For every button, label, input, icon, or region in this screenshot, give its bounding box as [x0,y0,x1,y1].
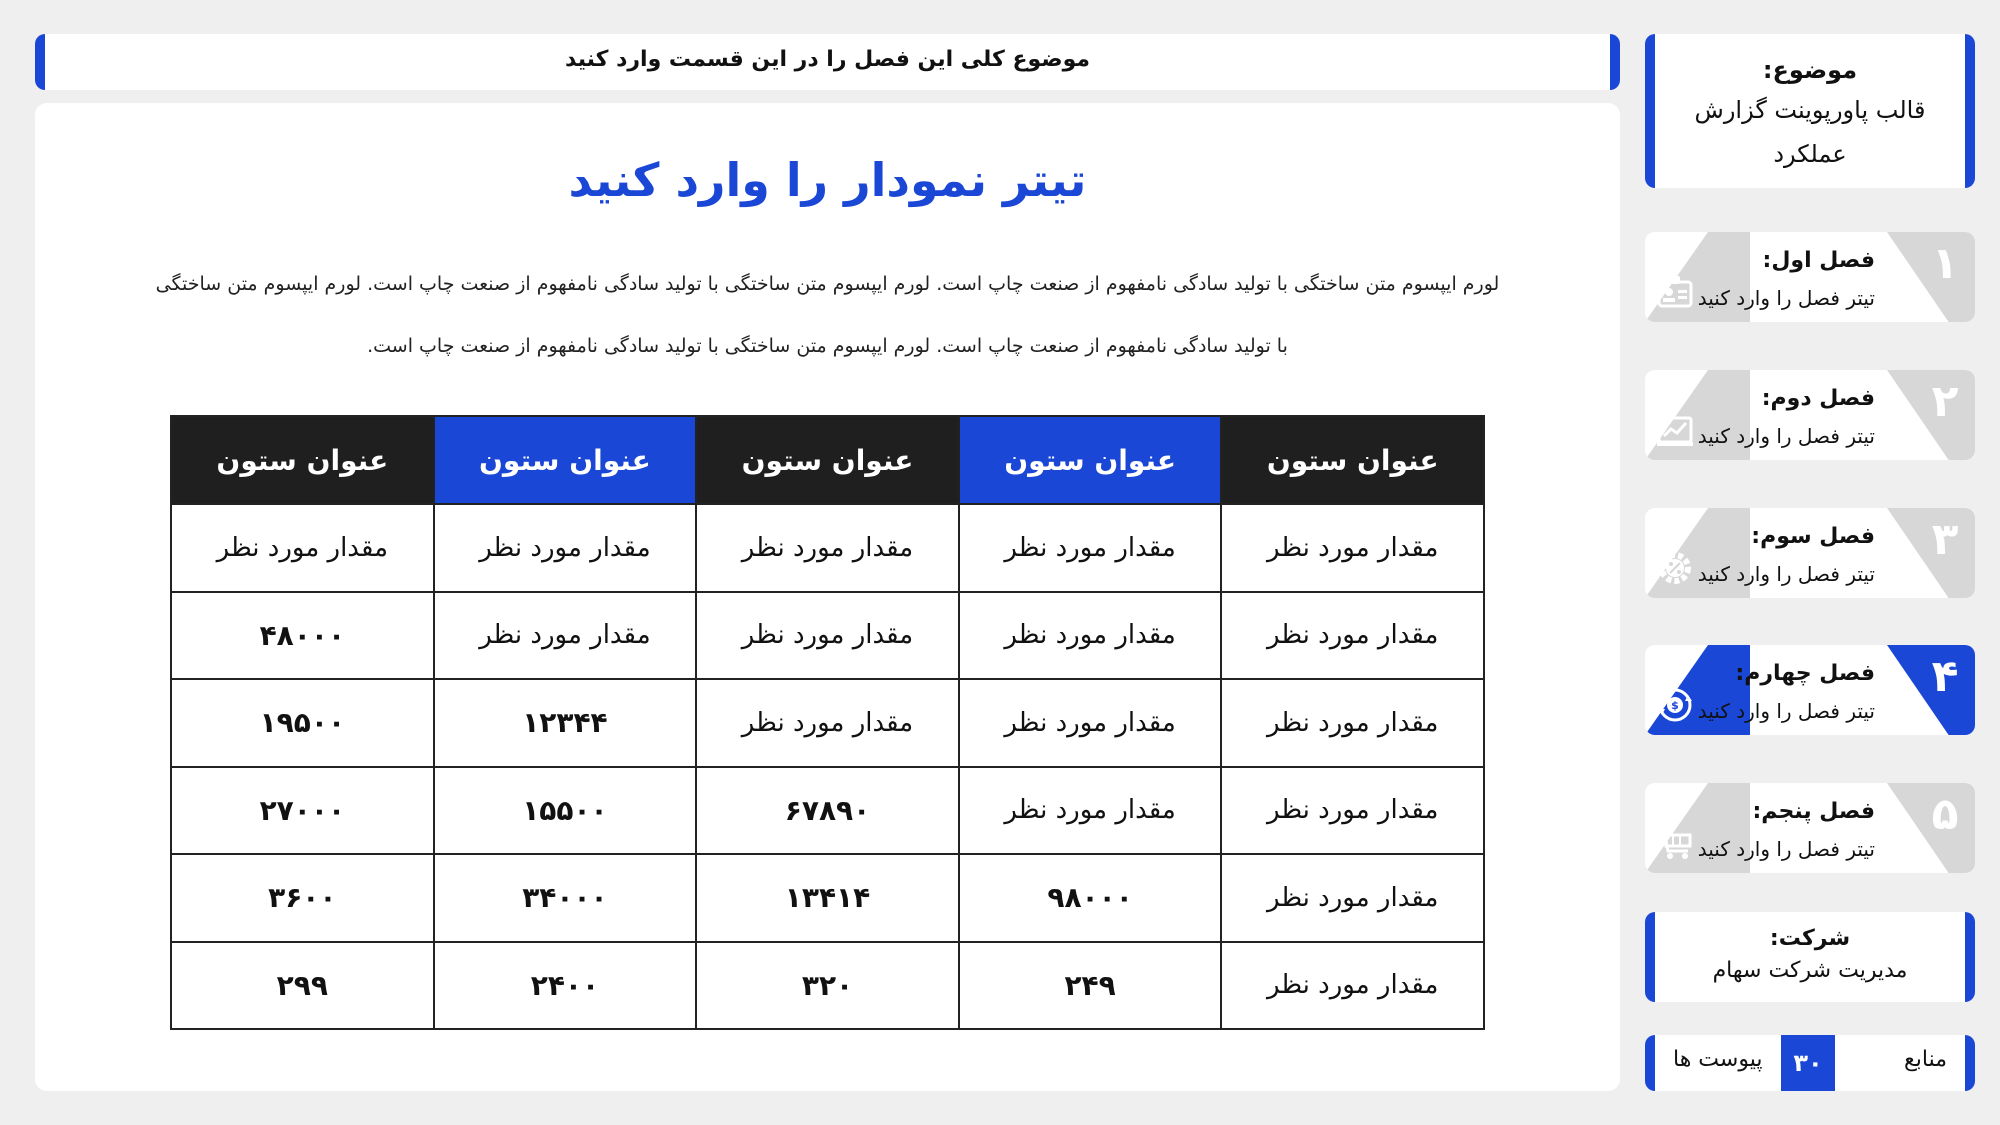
page-number: ۳۰ [1781,1035,1835,1091]
table-cell: مقدار مورد نظر [1221,767,1484,855]
table-row [171,767,1484,855]
table-cell: ۲۴۹ [959,942,1222,1030]
company-card [1645,912,1975,1002]
sources-link[interactable]: منابع [1904,1047,1947,1072]
table-cell: مقدار مورد نظر [696,504,959,592]
table-cell: مقدار مورد نظر [696,679,959,767]
chapter-3-number: ۳ [1931,514,1959,565]
chapter-2-number: ۲ [1931,376,1959,427]
money-cycle-icon [1653,683,1697,727]
table-cell: مقدار مورد نظر [959,592,1222,680]
table-row [171,592,1484,680]
table-row [171,679,1484,767]
column-header: عنوان ستون [171,416,434,504]
chapter-2[interactable] [1645,370,1975,460]
topic-value: قالب پاورپوینت گزارش عملکرد [1694,96,1926,168]
chapter-5[interactable] [1645,783,1975,873]
table-cell: مقدار مورد نظر [1221,592,1484,680]
chapter-1[interactable] [1645,232,1975,322]
table-cell: ۱۵۵۰۰ [434,767,697,855]
id-card-icon [1653,270,1697,314]
table-cell: ۱۳۴۱۴ [696,854,959,942]
table-cell: مقدار مورد نظر [959,767,1222,855]
footer-bar [1645,1035,1975,1091]
chapter-topic-header [35,34,1620,90]
table-cell: مقدار مورد نظر [171,504,434,592]
topic-label: موضوع: [1762,56,1858,84]
chapter-4-title: فصل چهارم: [1735,661,1875,686]
attachments-link[interactable]: پیوست ها [1673,1047,1763,1072]
table-cell: ۳۴۰۰۰ [434,854,697,942]
chapter-topic-text: موضوع کلی این فصل را در این قسمت وارد کنید [564,47,1090,72]
description-text: لورم ایپسوم متن ساختگی با تولید سادگی نامفهوم از صنعت چاپ است. لورم ایپسوم متن ساختگی با تولید سادگی نامفهوم از صنعت چاپ است. لورم ایپسوم متن ساختگی با تولید سادگی نامفهوم از صنعت چاپ است. لورم ایپسوم متن ساختگی با تولید سادگی نامفهوم از صنعت چاپ است. [155,273,1500,357]
table-header-row [171,416,1484,504]
svg-text:$: $ [1671,699,1679,712]
chapter-5-subtitle: تیتر فصل را وارد کنید [1697,837,1875,861]
chapter-1-number: ۱ [1931,238,1959,289]
cart-icon [1653,821,1697,865]
table-cell: ۲۴۰۰ [434,942,697,1030]
chapter-2-subtitle: تیتر فصل را وارد کنید [1697,424,1875,448]
table-row [171,942,1484,1030]
table-cell: مقدار مورد نظر [1221,942,1484,1030]
company-label: شرکت: [1769,926,1851,951]
chapter-4-number: ۴ [1931,651,1959,702]
table-cell: ۱۲۳۴۴ [434,679,697,767]
chapter-5-number: ۵ [1931,789,1959,840]
table-cell: ۱۹۵۰۰ [171,679,434,767]
chapter-3[interactable] [1645,508,1975,598]
page-title: تیتر نمودار را وارد کنید [568,153,1087,207]
trend-chart-icon [1653,408,1697,452]
column-header: عنوان ستون [1221,416,1484,504]
table-cell: ۲۷۰۰۰ [171,767,434,855]
table-cell: ۳۲۰ [696,942,959,1030]
table-cell: مقدار مورد نظر [696,592,959,680]
column-header: عنوان ستون [959,416,1222,504]
table-row [171,504,1484,592]
table-cell: مقدار مورد نظر [434,592,697,680]
chapter-1-title: فصل اول: [1762,248,1875,273]
chapter-3-subtitle: تیتر فصل را وارد کنید [1697,562,1875,586]
table-cell: مقدار مورد نظر [1221,679,1484,767]
chapter-2-title: فصل دوم: [1761,386,1875,411]
table-row [171,854,1484,942]
chapter-4-subtitle: تیتر فصل را وارد کنید [1697,699,1875,723]
company-value: مدیریت شرکت سهام [1712,958,1908,983]
table-cell: مقدار مورد نظر [1221,504,1484,592]
column-header: عنوان ستون [696,416,959,504]
data-table [170,415,1485,1030]
table-cell: ۴۸۰۰۰ [171,592,434,680]
table-cell: مقدار مورد نظر [434,504,697,592]
table-cell: مقدار مورد نظر [959,679,1222,767]
table-cell: ۳۶۰۰ [171,854,434,942]
table-cell: ۲۹۹ [171,942,434,1030]
chapter-3-title: فصل سوم: [1751,524,1875,549]
table-cell: ۹۸۰۰۰ [959,854,1222,942]
topic-card [1645,34,1975,188]
chapter-5-title: فصل پنجم: [1752,799,1875,824]
table-cell: مقدار مورد نظر [959,504,1222,592]
main-panel [35,103,1620,1091]
chapter-1-subtitle: تیتر فصل را وارد کنید [1697,286,1875,310]
chapter-4[interactable] [1645,645,1975,735]
table-cell: مقدار مورد نظر [1221,854,1484,942]
table-cell: ۶۷۸۹۰ [696,767,959,855]
percent-gear-icon [1653,546,1697,590]
column-header: عنوان ستون [434,416,697,504]
